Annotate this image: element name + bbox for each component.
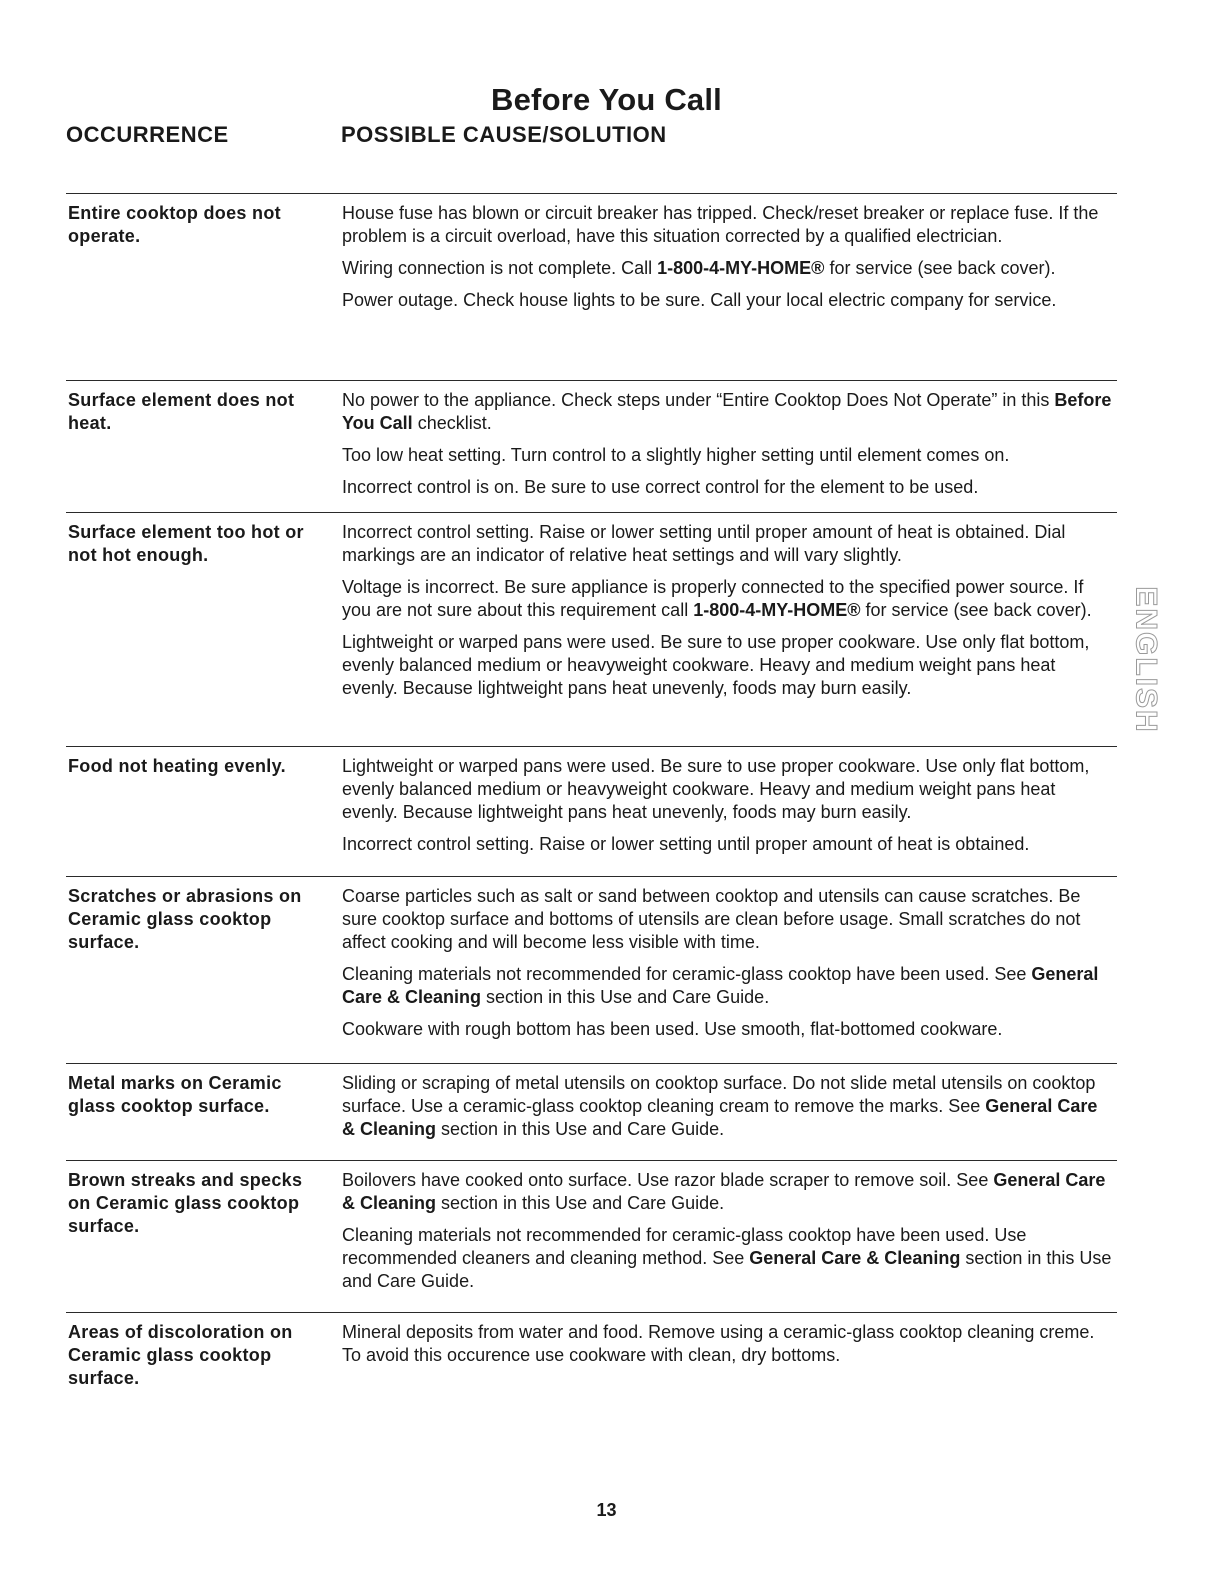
occurrence-label: Surface element too hot or not hot enough. bbox=[68, 522, 304, 565]
occurrence-label: Food not heating evenly. bbox=[68, 756, 286, 776]
cause-solution-paragraph bbox=[342, 631, 1114, 700]
body-text: checklist. bbox=[412, 413, 492, 433]
body-text: Wiring connection is not complete. Call bbox=[342, 258, 658, 278]
body-text: Incorrect control setting. Raise or lower setting until proper amount of heat is obtained. Dial markings are an indicator of relative heat settings and will vary slightly. bbox=[342, 522, 1066, 565]
cause-solution-paragraph bbox=[342, 257, 1114, 280]
occurrence-column-header: OCCURRENCE bbox=[66, 122, 229, 147]
cause-solution-paragraph bbox=[342, 476, 1114, 499]
page-number: 13 bbox=[596, 1500, 617, 1520]
page-title: Before You Call bbox=[491, 82, 722, 117]
table-row bbox=[66, 876, 1117, 1039]
cause-solution-paragraph bbox=[342, 755, 1114, 824]
body-text: House fuse has blown or circuit breaker has tripped. Check/reset breaker or replace fuse. If the problem is a circuit overload, have this situation corrected by a qualified electrician. bbox=[342, 203, 1099, 246]
emphasis-text: General Care & Cleaning bbox=[342, 964, 1099, 1007]
cause-solution-paragraph bbox=[342, 289, 1114, 312]
cause-solution-list bbox=[342, 885, 1114, 1050]
body-text: section in this Use and Care Guide. bbox=[436, 1193, 725, 1213]
cause-solution-list bbox=[342, 202, 1114, 321]
table-row bbox=[66, 380, 1117, 497]
emphasis-text: 1-800-4-MY-HOME® bbox=[657, 258, 825, 278]
emphasis-text: General Care & Cleaning bbox=[342, 1096, 1098, 1139]
body-text: Lightweight or warped pans were used. Be sure to use proper cookware. Use only flat bottom, evenly balanced medium or heavyweight cookware. Heavy and medium weight pans heat evenly. Because lightweight pans heat unevenly, foods may burn easily. bbox=[342, 632, 1090, 698]
cause-solution-list bbox=[342, 1169, 1114, 1302]
body-text: Too low heat setting. Turn control to a slightly higher setting until element comes on. bbox=[342, 445, 1010, 465]
side-tab-label: ENGLISH bbox=[1129, 586, 1163, 734]
occurrence-label: Entire cooktop does not operate. bbox=[68, 203, 281, 246]
emphasis-text: 1-800-4-MY-HOME® bbox=[693, 600, 861, 620]
cause-solution-paragraph bbox=[342, 833, 1114, 856]
occurrence-label: Surface element does not heat. bbox=[68, 390, 295, 433]
body-text: Cookware with rough bottom has been used. Use smooth, flat-bottomed cookware. bbox=[342, 1019, 1003, 1039]
body-text: No power to the appliance. Check steps under “Entire Cooktop Does Not Operate” in this bbox=[342, 390, 1055, 410]
body-text: Voltage is incorrect. Be sure appliance is properly connected to the specified power source. If you are not sure about this requirement call bbox=[342, 577, 1084, 620]
occurrence-label: Brown streaks and specks on Ceramic glass cooktop surface. bbox=[68, 1170, 303, 1236]
cause-solution-paragraph bbox=[342, 521, 1114, 567]
cause-solution-paragraph bbox=[342, 1224, 1114, 1293]
table-row bbox=[66, 1063, 1117, 1139]
side-tab-graphic bbox=[1124, 575, 1168, 745]
body-text: section in this Use and Care Guide. bbox=[481, 987, 770, 1007]
body-text: Power outage. Check house lights to be sure. Call your local electric company for service. bbox=[342, 290, 1057, 310]
occurrence-label: Metal marks on Ceramic glass cooktop surface. bbox=[68, 1073, 282, 1116]
body-text: section in this Use and Care Guide. bbox=[342, 1248, 1112, 1291]
body-text: Coarse particles such as salt or sand between cooktop and utensils can cause scratches. Be sure cooktop surface and bottoms of utensils are clean before usage. Small scratches do not affect cooking and will become less visible with time. bbox=[342, 886, 1081, 952]
table-row bbox=[66, 512, 1117, 698]
body-text: Cleaning materials not recommended for ceramic-glass cooktop have been used. See bbox=[342, 964, 1032, 984]
emphasis-text: General Care & Cleaning bbox=[342, 1170, 1106, 1213]
body-text: Sliding or scraping of metal utensils on cooktop surface. Do not slide metal utensils on cooktop surface. Use a ceramic-glass cooktop cleaning cream to remove the marks. See bbox=[342, 1073, 1096, 1116]
cause-solution-paragraph bbox=[342, 963, 1114, 1009]
table-row bbox=[66, 1160, 1117, 1291]
cause-solution-list bbox=[342, 1072, 1114, 1150]
cause-solution-list bbox=[342, 1321, 1114, 1376]
table-row bbox=[66, 1312, 1117, 1388]
body-text: Lightweight or warped pans were used. Be sure to use proper cookware. Use only flat bottom, evenly balanced medium or heavyweight cookware. Heavy and medium weight pans heat evenly. Because lightweight pans heat unevenly, foods may burn easily. bbox=[342, 756, 1090, 822]
cause-solution-paragraph bbox=[342, 1321, 1114, 1367]
body-text: Mineral deposits from water and food. Remove using a ceramic-glass cooktop cleaning creme. To avoid this occurence use cookware with clean, dry bottoms. bbox=[342, 1322, 1095, 1365]
cause-solution-paragraph bbox=[342, 202, 1114, 248]
cause-solution-paragraph bbox=[342, 1169, 1114, 1215]
cause-solution-paragraph bbox=[342, 1018, 1114, 1041]
solution-column-header: POSSIBLE CAUSE/SOLUTION bbox=[341, 122, 667, 147]
cause-solution-list bbox=[342, 521, 1114, 709]
cause-solution-paragraph bbox=[342, 444, 1114, 467]
body-text: Cleaning materials not recommended for ceramic-glass cooktop have been used. Use recommended cleaners and cleaning method. See bbox=[342, 1225, 1027, 1268]
body-text: Incorrect control is on. Be sure to use correct control for the element to be used. bbox=[342, 477, 979, 497]
body-text: Incorrect control setting. Raise or lower setting until proper amount of heat is obtained. bbox=[342, 834, 1030, 854]
cause-solution-paragraph bbox=[342, 1072, 1114, 1141]
body-text: section in this Use and Care Guide. bbox=[436, 1119, 725, 1139]
body-text: for service (see back cover). bbox=[824, 258, 1056, 278]
emphasis-text: Before You Call bbox=[342, 390, 1112, 433]
table-row bbox=[66, 746, 1117, 854]
body-text: Boilovers have cooked onto surface. Use razor blade scraper to remove soil. See bbox=[342, 1170, 994, 1190]
occurrence-label: Scratches or abrasions on Ceramic glass cooktop surface. bbox=[68, 886, 302, 952]
body-text: for service (see back cover). bbox=[860, 600, 1092, 620]
cause-solution-paragraph bbox=[342, 389, 1114, 435]
cause-solution-paragraph bbox=[342, 576, 1114, 622]
cause-solution-list bbox=[342, 755, 1114, 865]
cause-solution-list bbox=[342, 389, 1114, 508]
side-language-tab bbox=[1124, 575, 1168, 745]
table-row bbox=[66, 193, 1117, 310]
occurrence-label: Areas of discoloration on Ceramic glass cooktop surface. bbox=[68, 1322, 293, 1388]
emphasis-text: General Care & Cleaning bbox=[749, 1248, 961, 1268]
cause-solution-paragraph bbox=[342, 885, 1114, 954]
